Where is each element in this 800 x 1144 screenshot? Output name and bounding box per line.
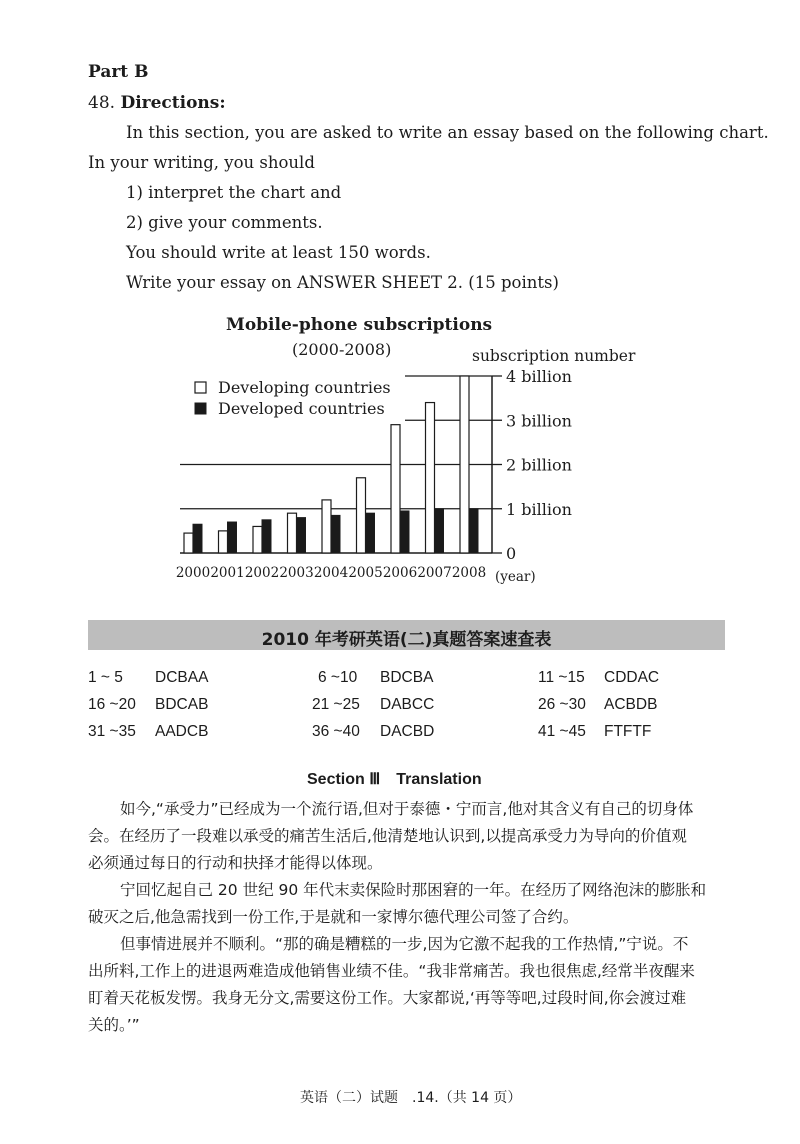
chart-subtitle: (2000-2008) xyxy=(292,340,392,359)
bar-chart xyxy=(160,345,660,585)
x-tick-label: 2000 xyxy=(175,565,211,581)
translation-line: 出所料,工作上的进退两难造成他销售业绩不佳。“我非常痛苦。我也很焦虑,经常半夜醒来 xyxy=(88,962,695,980)
legend-swatch-developing xyxy=(195,382,206,393)
answer-range: 16 ~20 xyxy=(88,696,136,713)
section-heading: Section Ⅲ Translation xyxy=(307,771,482,788)
bar-developing xyxy=(253,526,262,553)
directions-item: 2) give your comments. xyxy=(126,213,323,232)
answer-banner-title: 2010 年考研英语(二)真题答案速查表 xyxy=(261,630,552,650)
bar-developed xyxy=(228,522,237,553)
translation-line: 盯着天花板发愣。我身无分文,需要这份工作。大家都说,‘再等等吧,过段时间,你会渡过难 xyxy=(88,989,687,1007)
bar-developed xyxy=(469,509,478,553)
answer-key: DACBD xyxy=(380,723,435,740)
translation-line: 关的。’” xyxy=(88,1016,140,1034)
answer-key: DABCC xyxy=(380,696,435,713)
part-title: Part B xyxy=(88,62,149,82)
directions-line: Write your essay on ANSWER SHEET 2. (15 points) xyxy=(126,273,559,292)
directions-line: In your writing, you should xyxy=(88,153,315,172)
legend-label: Developed countries xyxy=(218,399,385,418)
answer-range: 21 ~25 xyxy=(312,696,360,713)
bar-developing xyxy=(288,513,297,553)
legend-label: Developing countries xyxy=(218,378,391,397)
y-tick-label: 1 billion xyxy=(506,499,572,519)
bar-developed xyxy=(366,513,375,553)
translation-line: 必须通过每日的行动和抉择才能得以体现。 xyxy=(88,854,383,872)
bar-developed xyxy=(331,515,340,553)
bar-developed xyxy=(435,509,444,553)
answer-key: CDDAC xyxy=(604,669,660,686)
bar-developing xyxy=(184,533,193,553)
page-footer: 英语（二）试题 .14.（共 14 页） xyxy=(300,1090,522,1106)
y-tick-label: 2 billion xyxy=(506,455,572,475)
translation-line: 如今,“承受力”已经成为一个流行语,但对于泰德・宁而言,他对其含义有自己的切身体 xyxy=(120,800,694,818)
bar-developed xyxy=(297,518,306,553)
answer-range: 1 ~ 5 xyxy=(88,669,123,686)
x-tick-label: 2001 xyxy=(210,565,245,581)
x-tick-label: 2002 xyxy=(244,565,280,581)
directions-heading xyxy=(88,93,226,113)
x-axis-label: (year) xyxy=(495,569,536,585)
bar-developing xyxy=(426,403,435,553)
directions-item: 1) interpret the chart and xyxy=(126,183,342,202)
legend-swatch-developed xyxy=(195,403,206,414)
directions-line: In this section, you are asked to write an essay based on the following chart. xyxy=(126,123,769,142)
answer-banner xyxy=(88,620,725,650)
y-tick-label: 0 xyxy=(506,544,517,563)
x-tick-label: 2003 xyxy=(279,565,314,581)
bar-developed xyxy=(400,511,409,553)
translation-line: 会。在经历了一段难以承受的痛苦生活后,他清楚地认识到,以提高承受力为导向的价值观 xyxy=(88,827,687,845)
x-tick-label: 2006 xyxy=(382,565,418,581)
x-tick-label: 2008 xyxy=(451,565,487,581)
answer-key: ACBDB xyxy=(604,696,658,713)
bar-developing xyxy=(391,425,400,553)
answer-range: 41 ~45 xyxy=(538,723,586,740)
bar-developing xyxy=(322,500,331,553)
answer-range: 26 ~30 xyxy=(538,696,586,713)
x-tick-label: 2007 xyxy=(417,565,452,581)
chart-title: Mobile-phone subscriptions xyxy=(226,315,493,335)
bar-developing xyxy=(357,478,366,553)
directions-label: Directions: xyxy=(120,93,226,113)
translation-line: 但事情进展并不顺利。“那的确是糟糕的一步,因为它激不起我的工作热情,”宁说。不 xyxy=(120,935,689,953)
y-axis-label: subscription number xyxy=(472,347,636,365)
y-tick-label: 4 billion xyxy=(506,367,572,386)
answer-key: BDCBA xyxy=(380,669,434,686)
answer-range: 6 ~10 xyxy=(318,669,358,686)
answer-key: DCBAA xyxy=(155,669,209,686)
question-number: 48. xyxy=(88,93,116,113)
bar-developed xyxy=(193,524,202,553)
bar-developed xyxy=(262,520,271,553)
translation-line: 破灭之后,他急需找到一份工作,于是就和一家博尔德代理公司签了合约。 xyxy=(88,908,579,926)
translation-line: 宁回忆起自己 20 世纪 90 年代末卖保险时那困窘的一年。在经历了网络泡沫的膨胀和 xyxy=(120,881,707,899)
answer-range: 31 ~35 xyxy=(88,723,136,740)
directions-line: You should write at least 150 words. xyxy=(126,243,431,262)
x-tick-label: 2005 xyxy=(348,565,383,581)
answer-key: BDCAB xyxy=(155,696,209,713)
answer-range: 11 ~15 xyxy=(538,669,585,686)
bar-developing xyxy=(219,531,228,553)
y-tick-label: 3 billion xyxy=(506,411,572,431)
bar-developing xyxy=(460,376,469,553)
answer-key: AADCB xyxy=(155,723,209,740)
answer-key: FTFTF xyxy=(604,723,652,740)
x-tick-label: 2004 xyxy=(313,565,349,581)
answer-range: 36 ~40 xyxy=(312,723,360,740)
